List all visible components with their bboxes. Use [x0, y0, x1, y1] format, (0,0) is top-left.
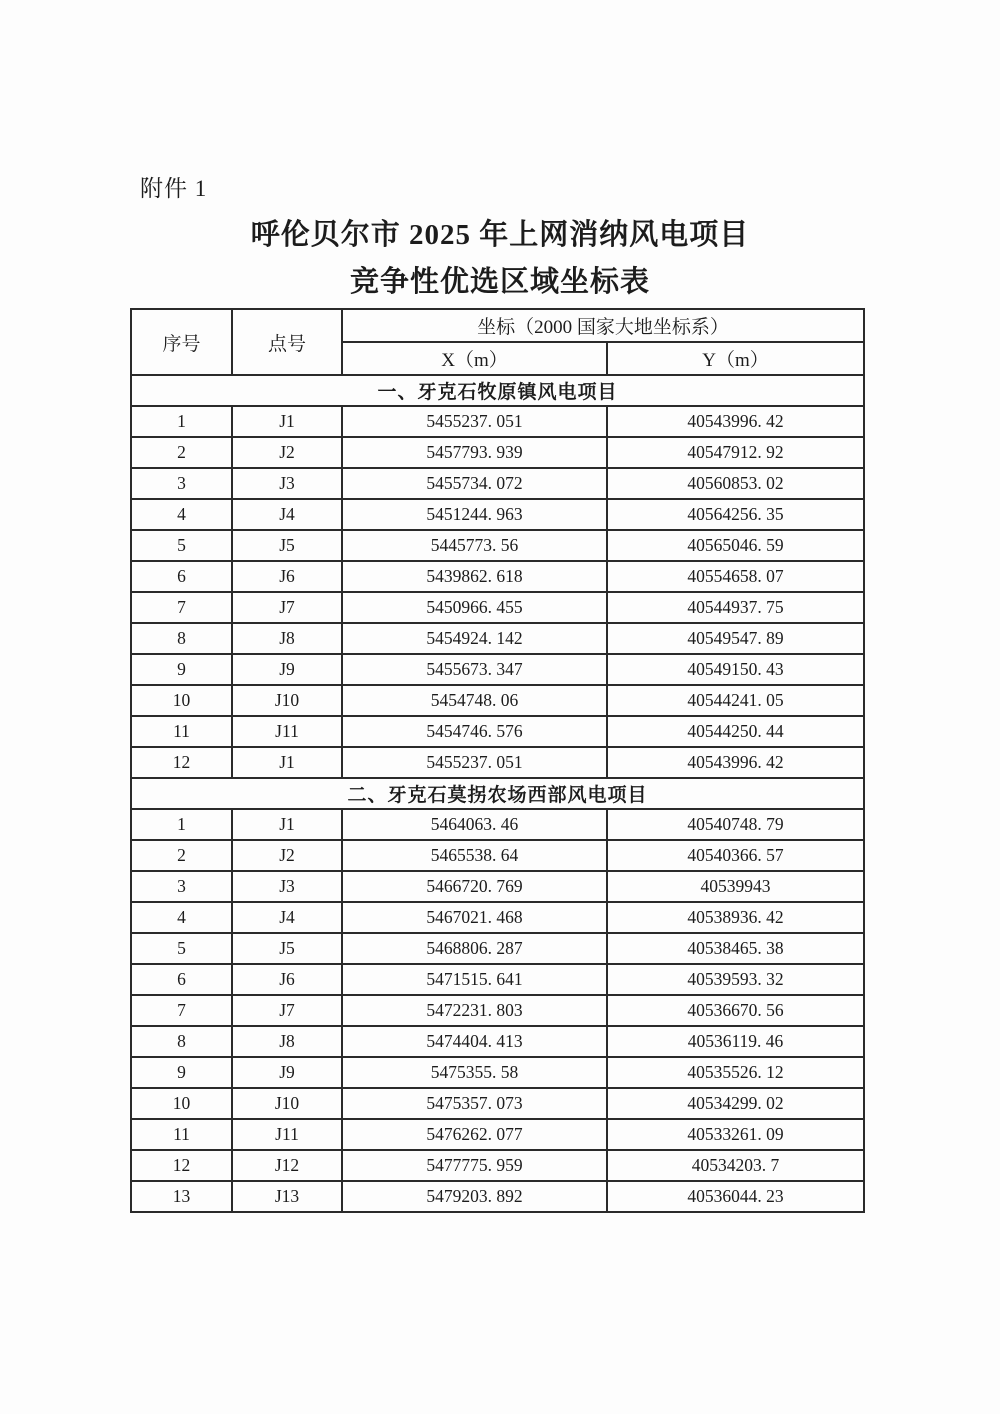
- cell-y: 40547912. 92: [607, 437, 864, 468]
- cell-y: 40549150. 43: [607, 654, 864, 685]
- cell-x: 5455237. 051: [342, 747, 607, 778]
- cell-y: 40544937. 75: [607, 592, 864, 623]
- header-y: Y（m）: [607, 342, 864, 375]
- table-row: [131, 468, 864, 499]
- cell-y: 40554658. 07: [607, 561, 864, 592]
- cell-x: 5475355. 58: [342, 1057, 607, 1088]
- table-row: [131, 592, 864, 623]
- table-row: [131, 964, 864, 995]
- header-index: 序号: [131, 309, 232, 375]
- cell-point: J10: [232, 685, 342, 716]
- cell-x: 5477775. 959: [342, 1150, 607, 1181]
- cell-x: 5472231. 803: [342, 995, 607, 1026]
- cell-x: 5439862. 618: [342, 561, 607, 592]
- cell-point: J9: [232, 1057, 342, 1088]
- cell-y: 40535526. 12: [607, 1057, 864, 1088]
- cell-y: 40549547. 89: [607, 623, 864, 654]
- cell-point: J4: [232, 499, 342, 530]
- cell-x: 5455734. 072: [342, 468, 607, 499]
- cell-index: 2: [131, 840, 232, 871]
- cell-point: J6: [232, 561, 342, 592]
- cell-point: J8: [232, 623, 342, 654]
- cell-point: J13: [232, 1181, 342, 1212]
- document-title-line1: 呼伦贝尔市 2025 年上网消纳风电项目: [250, 219, 750, 251]
- cell-x: 5454748. 06: [342, 685, 607, 716]
- table-row: [131, 871, 864, 902]
- table-row: [131, 1026, 864, 1057]
- cell-point: J3: [232, 468, 342, 499]
- table-row: [131, 1150, 864, 1181]
- cell-y: 40560853. 02: [607, 468, 864, 499]
- cell-y: 40536119. 46: [607, 1026, 864, 1057]
- cell-y: 40536044. 23: [607, 1181, 864, 1212]
- cell-y: 40539593. 32: [607, 964, 864, 995]
- cell-x: 5479203. 892: [342, 1181, 607, 1212]
- cell-x: 5445773. 56: [342, 530, 607, 561]
- header-x: X（m）: [342, 342, 607, 375]
- table-row: [131, 747, 864, 778]
- coordinate-table: [130, 308, 865, 1213]
- cell-y: 40565046. 59: [607, 530, 864, 561]
- cell-index: 1: [131, 809, 232, 840]
- cell-y: 40543996. 42: [607, 406, 864, 437]
- cell-y: 40544250. 44: [607, 716, 864, 747]
- cell-x: 5471515. 641: [342, 964, 607, 995]
- table-row: [131, 716, 864, 747]
- cell-index: 9: [131, 1057, 232, 1088]
- table-row: [131, 561, 864, 592]
- cell-index: 6: [131, 561, 232, 592]
- cell-index: 10: [131, 1088, 232, 1119]
- cell-index: 3: [131, 871, 232, 902]
- table-header-row-1: [131, 309, 864, 342]
- cell-point: J7: [232, 995, 342, 1026]
- table-row: [131, 499, 864, 530]
- cell-x: 5475357. 073: [342, 1088, 607, 1119]
- cell-y: 40543996. 42: [607, 747, 864, 778]
- cell-y: 40564256. 35: [607, 499, 864, 530]
- cell-x: 5450966. 455: [342, 592, 607, 623]
- cell-y: 40540366. 57: [607, 840, 864, 871]
- cell-point: J6: [232, 964, 342, 995]
- cell-y: 40536670. 56: [607, 995, 864, 1026]
- cell-x: 5455673. 347: [342, 654, 607, 685]
- cell-y: 40534299. 02: [607, 1088, 864, 1119]
- cell-point: J8: [232, 1026, 342, 1057]
- cell-index: 4: [131, 902, 232, 933]
- cell-x: 5467021. 468: [342, 902, 607, 933]
- table-row: [131, 406, 864, 437]
- attachment-label: 附件 1: [140, 176, 208, 201]
- cell-index: 5: [131, 933, 232, 964]
- cell-index: 2: [131, 437, 232, 468]
- cell-x: 5451244. 963: [342, 499, 607, 530]
- cell-x: 5464063. 46: [342, 809, 607, 840]
- table-row: [131, 933, 864, 964]
- cell-x: 5454924. 142: [342, 623, 607, 654]
- cell-point: J11: [232, 1119, 342, 1150]
- cell-point: J12: [232, 1150, 342, 1181]
- cell-point: J2: [232, 437, 342, 468]
- header-coordinate-system: 坐标（2000 国家大地坐标系）: [342, 309, 864, 342]
- cell-index: 7: [131, 995, 232, 1026]
- table-row: [131, 809, 864, 840]
- table-body: [131, 375, 864, 1212]
- section-title: 一、牙克石牧原镇风电项目: [131, 375, 864, 406]
- cell-y: 40539943: [607, 871, 864, 902]
- table-row: [131, 902, 864, 933]
- table-row: [131, 530, 864, 561]
- section-header-row: [131, 375, 864, 406]
- cell-y: 40540748. 79: [607, 809, 864, 840]
- cell-point: J5: [232, 933, 342, 964]
- cell-x: 5468806. 287: [342, 933, 607, 964]
- cell-y: 40538936. 42: [607, 902, 864, 933]
- table-row: [131, 840, 864, 871]
- cell-index: 8: [131, 1026, 232, 1057]
- section-title: 二、牙克石莫拐农场西部风电项目: [131, 778, 864, 809]
- cell-point: J2: [232, 840, 342, 871]
- cell-index: 12: [131, 747, 232, 778]
- cell-x: 5466720. 769: [342, 871, 607, 902]
- cell-x: 5457793. 939: [342, 437, 607, 468]
- cell-point: J7: [232, 592, 342, 623]
- table-row: [131, 1088, 864, 1119]
- table-row: [131, 685, 864, 716]
- table-row: [131, 1119, 864, 1150]
- cell-index: 7: [131, 592, 232, 623]
- cell-point: J9: [232, 654, 342, 685]
- cell-point: J1: [232, 809, 342, 840]
- cell-point: J1: [232, 747, 342, 778]
- cell-index: 3: [131, 468, 232, 499]
- cell-point: J10: [232, 1088, 342, 1119]
- document-title-line2: 竞争性优选区域坐标表: [349, 266, 650, 298]
- section-header-row: [131, 778, 864, 809]
- cell-y: 40533261. 09: [607, 1119, 864, 1150]
- cell-x: 5476262. 077: [342, 1119, 607, 1150]
- cell-x: 5455237. 051: [342, 406, 607, 437]
- header-point: 点号: [232, 309, 342, 375]
- cell-x: 5465538. 64: [342, 840, 607, 871]
- cell-index: 10: [131, 685, 232, 716]
- cell-x: 5454746. 576: [342, 716, 607, 747]
- cell-index: 4: [131, 499, 232, 530]
- cell-index: 11: [131, 716, 232, 747]
- table-row: [131, 1181, 864, 1212]
- cell-index: 12: [131, 1150, 232, 1181]
- cell-y: 40534203. 7: [607, 1150, 864, 1181]
- cell-y: 40538465. 38: [607, 933, 864, 964]
- document-title: [0, 212, 1000, 306]
- cell-index: 9: [131, 654, 232, 685]
- cell-y: 40544241. 05: [607, 685, 864, 716]
- cell-index: 1: [131, 406, 232, 437]
- table-row: [131, 995, 864, 1026]
- cell-index: 5: [131, 530, 232, 561]
- cell-point: J11: [232, 716, 342, 747]
- cell-index: 11: [131, 1119, 232, 1150]
- cell-point: J3: [232, 871, 342, 902]
- table-row: [131, 654, 864, 685]
- table-row: [131, 1057, 864, 1088]
- table-row: [131, 623, 864, 654]
- cell-index: 13: [131, 1181, 232, 1212]
- cell-x: 5474404. 413: [342, 1026, 607, 1057]
- cell-point: J1: [232, 406, 342, 437]
- cell-index: 8: [131, 623, 232, 654]
- cell-point: J5: [232, 530, 342, 561]
- cell-index: 6: [131, 964, 232, 995]
- table-row: [131, 437, 864, 468]
- cell-point: J4: [232, 902, 342, 933]
